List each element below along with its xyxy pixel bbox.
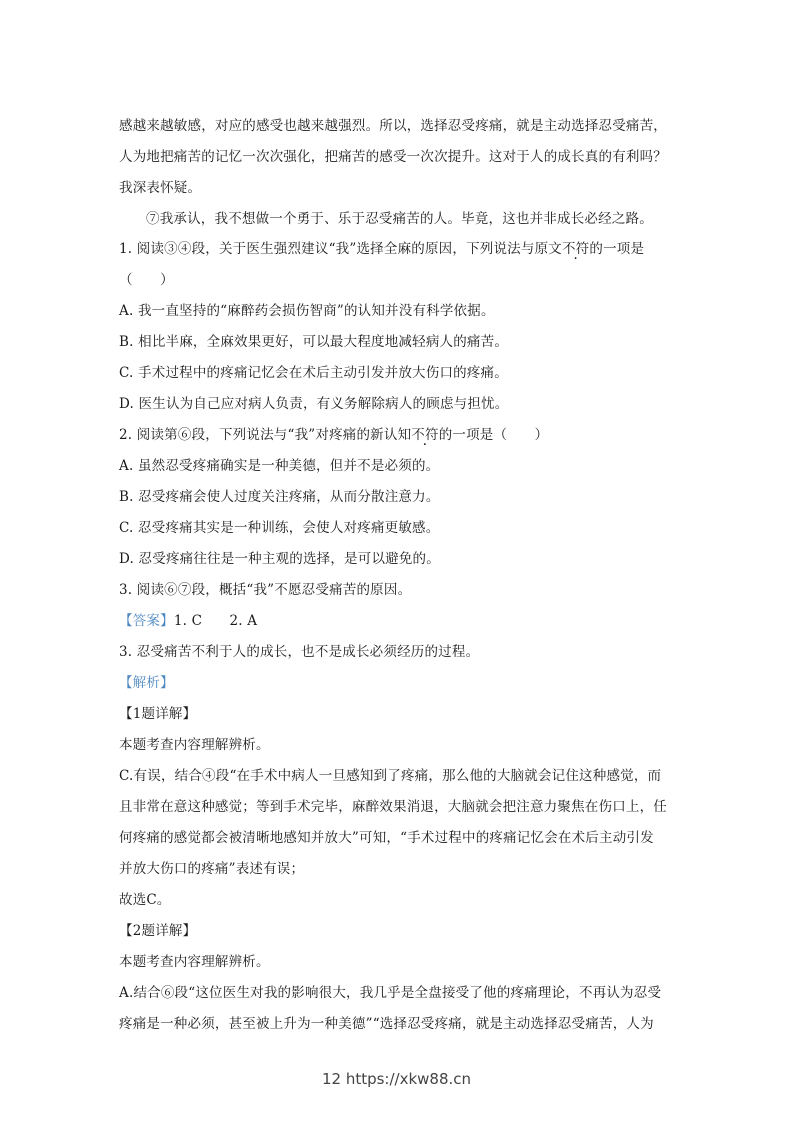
q1-intro: 本题考查内容理解辨析。 <box>119 737 270 753</box>
q2-intro: 本题考查内容理解辨析。 <box>119 954 270 970</box>
emphasis-text: 不符 <box>561 241 590 257</box>
option-d: D. 忍受疼痛往往是一种主观的选择，是可以避免的。 <box>119 551 440 567</box>
q1-explanation-line: 并放大伤口的疼痛”表述有误； <box>119 861 305 877</box>
option-c: C. 手术过程中的疼痛记忆会在术后主动引发并放大伤口的疼痛。 <box>119 365 508 381</box>
q2-explanation-line: 疼痛是一种必须，甚至被上升为一种美德”“选择忍受疼痛，就是主动选择忍受痛苦，人为 <box>119 1016 654 1032</box>
answer-line <box>119 612 257 630</box>
emphasis-text: 不符 <box>411 427 439 443</box>
q1-explanation-line: 且非常在意这种感觉；等到手术完毕，麻醉效果消退，大脑就会把注意力聚焦在伤口上，任 <box>119 799 667 815</box>
answer-bracket: （ ） <box>119 272 174 288</box>
q1-explanation-line: 何疼痛的感觉都会被清晰地感知并放大”可知，“手术过程中的疼痛记忆会在术后主动引发 <box>119 830 654 846</box>
question-number: 1. <box>119 241 133 257</box>
answer-tag: 【答案】 <box>119 613 174 629</box>
q1-heading: 【1题详解】 <box>119 706 197 722</box>
question-1-stem: 1. 阅读③④段，关于医生强烈建议“我”选择全麻的原因，下列说法与原文不符的一项是 <box>119 241 645 257</box>
paragraph-line: 人为地把痛苦的记忆一次次强化，把痛苦的感受一次次提升。这对于人的成长真的有利吗？ <box>119 149 667 165</box>
answer-line-3: 3. 忍受痛苦不利于人的成长，也不是成长必须经历的过程。 <box>119 644 480 660</box>
q1-conclusion: 故选C。 <box>119 892 171 908</box>
option-a: A. 虽然忍受疼痛确实是一种美德，但并不是必须的。 <box>119 458 440 474</box>
page-footer <box>0 1070 793 1088</box>
paragraph-line: 感越来越敏感，对应的感受也越来越强烈。所以，选择忍受疼痛，就是主动选择忍受痛苦， <box>119 118 667 134</box>
q2-explanation-line: A.结合⑥段“这位医生对我的影响很大，我几乎是全盘接受了他的疼痛理论，不再认为忍受 <box>119 985 662 1001</box>
page-number: 12 <box>321 1070 342 1088</box>
question-2-stem: 2. 阅读第⑥段，下列说法与“我”对疼痛的新认知不符的一项是（ ） <box>119 427 549 443</box>
paragraph-line: 我深表怀疑。 <box>119 180 202 196</box>
option-b: B. 忍受疼痛会使人过度关注疼痛，从而分散注意力。 <box>119 489 440 505</box>
option-b: B. 相比半麻，全麻效果更好，可以最大程度地减轻病人的痛苦。 <box>119 334 509 350</box>
option-a: A. 我一直坚持的“麻醉药会损伤智商”的认知并没有科学依据。 <box>119 303 495 319</box>
q2-heading: 【2题详解】 <box>119 923 197 939</box>
q1-explanation-line: C.有误，结合④段“在手术中病人一旦感知到了疼痛，那么他的大脑就会记住这种感觉，而 <box>119 768 662 784</box>
option-c: C. 忍受疼痛其实是一种训练，会使人对疼痛更敏感。 <box>119 520 440 536</box>
answer-values: 1. C 2. A <box>173 613 258 629</box>
footer-url[interactable]: https://xkw88.cn <box>345 1070 472 1088</box>
option-d: D. 医生认为自己应对病人负责，有义务解除病人的顾虑与担忧。 <box>119 396 509 412</box>
paragraph-7: ⑦我承认，我不想做一个勇于、乐于忍受痛苦的人。毕竟，这也并非成长必经之路。 <box>146 211 653 227</box>
question-number: 2. <box>119 427 133 443</box>
question-3-stem: 3. 阅读⑥⑦段，概括“我”不愿忍受痛苦的原因。 <box>119 582 412 598</box>
question-number: 3. <box>119 582 133 598</box>
analysis-tag: 【解析】 <box>119 675 174 691</box>
